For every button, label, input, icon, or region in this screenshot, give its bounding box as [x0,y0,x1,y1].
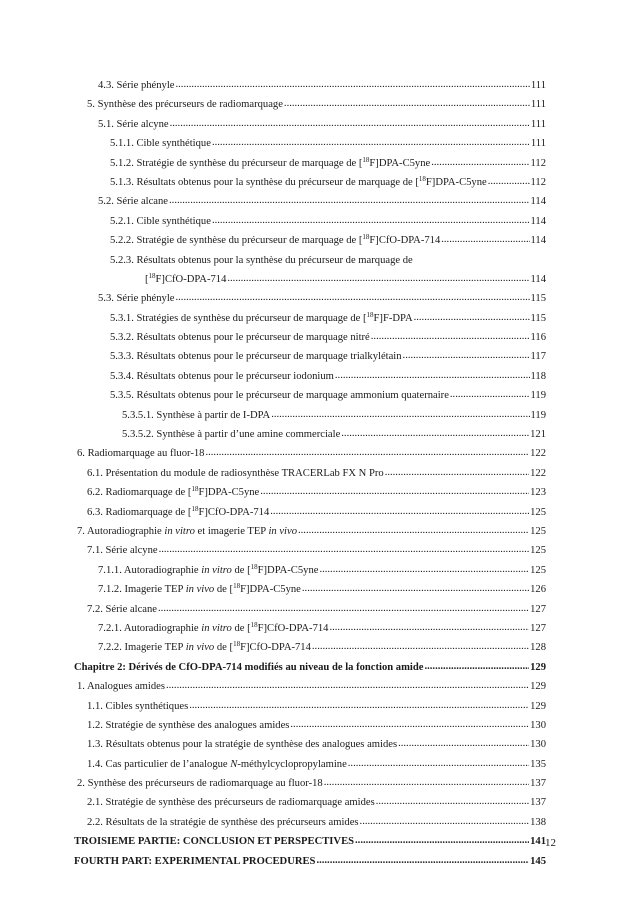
toc-entry-page: 129 [530,681,546,693]
toc-entry-page: 111 [530,138,546,150]
toc-entry[interactable] [77,406,546,425]
toc-entry-title: 5.2.3. Résultats obtenus pour la synthèse du précurseur de marquage de [110,254,413,266]
toc-entry[interactable] [77,619,546,638]
toc-entry[interactable] [77,735,546,754]
dot-leader [341,424,529,443]
dot-leader [360,812,530,831]
toc-entry-page: 127 [530,603,546,615]
superscript: 18 [366,310,374,319]
toc-entry-page: 114 [530,235,546,247]
toc-entry-title: 5.2.1. Cible synthétique [110,215,211,227]
toc-entry[interactable] [77,386,546,405]
superscript: 18 [362,155,370,164]
superscript: 18 [250,562,258,571]
toc-entry-page: 122 [530,467,546,479]
dot-leader [348,754,529,773]
dot-leader [212,211,530,230]
toc-entry-page: 130 [530,719,546,731]
toc-entry-continuation[interactable] [77,270,546,289]
toc-part-entry[interactable] [74,852,546,871]
toc-entry-page: 137 [530,797,546,809]
toc-entry-page: 116 [530,332,546,344]
dot-leader [170,114,530,133]
toc-entry[interactable] [77,289,546,308]
toc-entry-title-cont: F]DPA-C5yne [240,584,301,596]
toc-entry[interactable] [77,192,546,211]
toc-entry[interactable] [77,697,546,716]
toc-entry-page: 125 [530,506,546,518]
toc-entry-page: 125 [530,545,546,557]
dot-leader [312,637,529,656]
dot-leader [166,676,529,695]
toc-entry-title-cont: F]CfO-DPA-714 [369,235,441,247]
toc-entry-title: 7.1. Série alcyne [87,545,158,557]
toc-entry-title: 1.2. Stratégie de synthèse des analogues amides [87,719,290,731]
page-number: 12 [545,837,556,849]
toc-entry-title: 2. Synthèse des précurseurs de radiomarquage au fluor-18 [77,778,323,790]
toc-entry-title: 6. Radiomarquage au fluor-18 [77,448,205,460]
dot-leader [403,346,530,365]
dot-leader [324,773,529,792]
toc-entry-page: 129 [530,700,546,712]
toc-entry[interactable] [77,580,546,599]
dot-leader [227,269,529,288]
toc-entry[interactable] [77,755,546,774]
toc-entry-page: 125 [530,564,546,576]
toc-part-entry[interactable] [74,832,546,851]
toc-entry-title: 5.1.3. Résultats obtenus pour la synthèse du précurseur de marquage de [ [110,176,419,188]
toc-entry-title: 7.2.2. Imagerie TEP [98,642,186,654]
toc-entry-title: 6.2. Radiomarquage de [ [87,487,192,499]
toc-entry[interactable] [77,716,546,735]
toc-entry-title-cont: F]CfO-DPA-714 [240,642,311,654]
dot-leader [302,579,529,598]
toc-entry-title-cont: -méthylcyclopropylamine [237,758,347,770]
toc-entry-title-cont: F]CfO-DPA-714 [198,506,270,518]
dot-leader [329,618,529,637]
toc-entry[interactable] [77,561,546,580]
dot-leader [284,94,530,113]
dot-leader [414,308,530,327]
dot-leader [488,172,530,191]
toc-entry-italic: in vitro [201,622,232,634]
toc-entry-page: 114 [530,215,546,227]
dot-leader [319,560,529,579]
toc-entry-italic: in vivo [185,584,215,596]
toc-entry[interactable] [77,503,546,522]
dot-leader [158,599,529,618]
dot-leader [450,385,530,404]
toc-entry-page: 114 [530,196,546,208]
dot-leader [205,443,529,462]
toc-entry-title: 5.1.1. Cible synthétique [110,138,211,150]
toc-entry-title-cont: F]CfO-DPA-714 [257,622,329,634]
toc-entry-page: 111 [530,99,546,111]
toc-entry[interactable] [77,522,546,541]
toc-entry-title: 7.2. Série alcane [87,603,158,615]
toc-entry-page: 117 [530,351,546,363]
dot-leader [376,792,529,811]
toc-entry-title: 1.3. Résultats obtenus pour la stratégie de synthèse des analogues amides [87,739,398,751]
toc-entry-page: 138 [530,816,546,828]
toc-entry-page: 126 [530,584,546,596]
dot-leader [355,831,529,850]
toc-entry[interactable] [77,173,546,192]
toc-entry-page: 119 [530,409,546,421]
toc-entry[interactable] [77,76,546,95]
toc-entry-title: 6.1. Présentation du module de radiosynthèse TRACERLab FX N Pro [87,467,384,479]
toc-entry-title: 5.3.5. Résultats obtenus pour le précurseur de marquage ammonium quaternaire [110,390,449,402]
toc-entry-italic: in vitro [164,525,195,537]
toc-entry-title: 7.1.1. Autoradiographie [98,564,202,576]
toc-entry-page: 118 [530,370,546,382]
toc-entry-italic: in vitro [201,564,232,576]
superscript: 18 [233,582,241,591]
dot-leader [159,540,530,559]
toc-entry-title: 1.1. Cibles synthétiques [87,700,189,712]
toc-entry-page: 141 [530,836,546,848]
toc-entry-page: 125 [530,525,546,537]
toc-entry[interactable] [77,793,546,812]
toc-entry-page: 145 [530,855,546,867]
toc-entry[interactable] [77,154,546,173]
toc-entry-title: [ [145,273,149,285]
toc-entry-title-cont: de [ [231,622,251,634]
toc-entry-page: 111 [530,80,546,91]
dot-leader [316,851,529,870]
toc-entry-title: 5.3.3. Résultats obtenus pour le précurseur de marquage trialkylétain [110,351,402,363]
toc-entry[interactable] [77,251,546,270]
dot-leader [431,153,529,172]
toc-entry[interactable] [77,774,546,793]
toc-entry-title: 5. Synthèse des précurseurs de radiomarquage [87,99,283,111]
toc-entry-page: 127 [530,622,546,634]
toc-entry-title: 5.3.5.2. Synthèse à partir d’une amine commerciale [122,429,341,441]
toc-entry-title: Chapitre 2: Dérivés de CfO-DPA-714 modifiés au niveau de la fonction amide [74,661,424,673]
toc-entry-title: 5.3. Série phényle [98,293,175,305]
superscript: 18 [233,640,241,649]
toc-entry[interactable] [77,541,546,560]
toc-entry-title: 2.1. Stratégie de synthèse des précurseurs de radiomarquage amides [87,797,375,809]
toc-entry-page: 112 [530,176,546,188]
superscript: 18 [250,620,258,629]
toc-entry-title: 1. Analogues amides [77,681,165,693]
toc-entry-italic: N [230,758,238,770]
toc-entry-title: 2.2. Résultats de la stratégie de synthèse des précurseurs amides [87,816,359,828]
toc-entry-title-cont: F]CfO-DPA-714 [155,273,227,285]
toc-entry-title: FOURTH PART: EXPERIMENTAL PROCEDURES [74,855,316,867]
toc-entry[interactable] [77,231,546,250]
toc-entry[interactable] [77,444,546,463]
toc-entry-title-cont: et imagerie TEP [194,525,269,537]
toc-entry-title-cont: F]DPA-C5yne [257,564,319,576]
dot-leader [212,133,530,152]
toc-entry[interactable] [77,638,546,657]
toc-entry[interactable] [77,347,546,366]
toc-entry-page: 111 [530,118,546,130]
superscript: 18 [148,271,156,280]
toc-entry-title: 5.1.2. Stratégie de synthèse du précurseur de marquage de [ [110,157,363,169]
dot-leader [290,715,529,734]
dot-leader [271,405,529,424]
toc-entry-page: 114 [530,273,546,285]
toc-entry-page: 129 [530,661,546,673]
dot-leader [441,230,529,249]
toc-entry[interactable] [77,367,546,386]
toc-entry-title: 5.3.2. Résultats obtenus pour le précurseur de marquage nitré [110,332,370,344]
toc-entry-page: 121 [530,429,546,441]
toc-entry[interactable] [77,600,546,619]
dot-leader [176,288,530,307]
toc-entry-title-cont: F]DPA-C5yne [369,157,431,169]
toc-entry-page: 135 [530,758,546,770]
dot-leader [176,75,530,94]
toc-entry[interactable] [77,464,546,483]
dot-leader [371,327,530,346]
toc-entry-title: 6.3. Radiomarquage de [ [87,506,192,518]
toc-entry-title: 7.2.1. Autoradiographie [98,622,202,634]
toc-entry[interactable] [77,483,546,502]
table-of-contents [74,76,546,871]
toc-chapter-entry[interactable] [74,658,546,677]
toc-entry-title-cont: F]F-DPA [373,312,413,324]
dot-leader [260,482,529,501]
superscript: 18 [191,504,199,513]
toc-entry-title-cont: de [ [214,584,234,596]
toc-entry[interactable] [77,328,546,347]
dot-leader [424,657,529,676]
toc-entry-page: 122 [530,448,546,460]
toc-entry-title: 5.3.5.1. Synthèse à partir de I-DPA [122,409,271,421]
superscript: 18 [191,485,199,494]
toc-entry-title: 5.1. Série alcyne [98,118,169,130]
dot-leader [298,521,529,540]
toc-entry-page: 130 [530,739,546,751]
toc-entry-title-cont: F]DPA-C5yne [425,176,487,188]
dot-leader [335,366,530,385]
toc-entry-title: 5.2.2. Stratégie de synthèse du précurseur de marquage de [ [110,235,363,247]
toc-entry-title: 5.3.1. Stratégies de synthèse du précurseur de marquage de [ [110,312,367,324]
toc-entry-italic: in vivo [268,525,297,537]
toc-entry[interactable] [77,134,546,153]
toc-entry-page: 123 [530,487,546,499]
toc-entry-page: 115 [530,293,546,305]
toc-entry[interactable] [77,677,546,696]
toc-entry-page: 137 [530,778,546,790]
toc-entry-page: 119 [530,390,546,402]
toc-entry-title: 5.3.4. Résultats obtenus pour le précurseur iodonium [110,370,334,382]
dot-leader [169,191,529,210]
toc-entry-title-cont: de [ [214,642,234,654]
dot-leader [385,463,529,482]
toc-entry-title-cont: de [ [231,564,251,576]
toc-entry-title: TROISIEME PARTIE: CONCLUSION ET PERSPECTIVES [74,836,355,848]
dot-leader [189,696,529,715]
toc-entry[interactable] [77,115,546,134]
toc-entry[interactable] [77,212,546,231]
dot-leader [398,734,529,753]
toc-entry-title-cont: F]DPA-C5yne [198,487,260,499]
toc-entry[interactable] [77,309,546,328]
toc-entry-title: 5.2. Série alcane [98,196,169,208]
toc-entry-page: 112 [530,157,546,169]
toc-entry-title: 7. Autoradiographie [77,525,165,537]
toc-entry-page: 115 [530,312,546,324]
dot-leader [270,502,529,521]
toc-entry[interactable] [77,95,546,114]
toc-entry-title: 7.1.2. Imagerie TEP [98,584,186,596]
toc-entry-title: 4.3. Série phényle [98,80,175,91]
superscript: 18 [418,174,426,183]
toc-entry[interactable] [77,425,546,444]
superscript: 18 [362,233,370,242]
toc-entry[interactable] [77,813,546,832]
toc-entry-title: 1.4. Cas particulier de l’analogue [87,758,231,770]
toc-entry-page: 128 [530,642,546,654]
toc-entry-italic: in vivo [185,642,215,654]
